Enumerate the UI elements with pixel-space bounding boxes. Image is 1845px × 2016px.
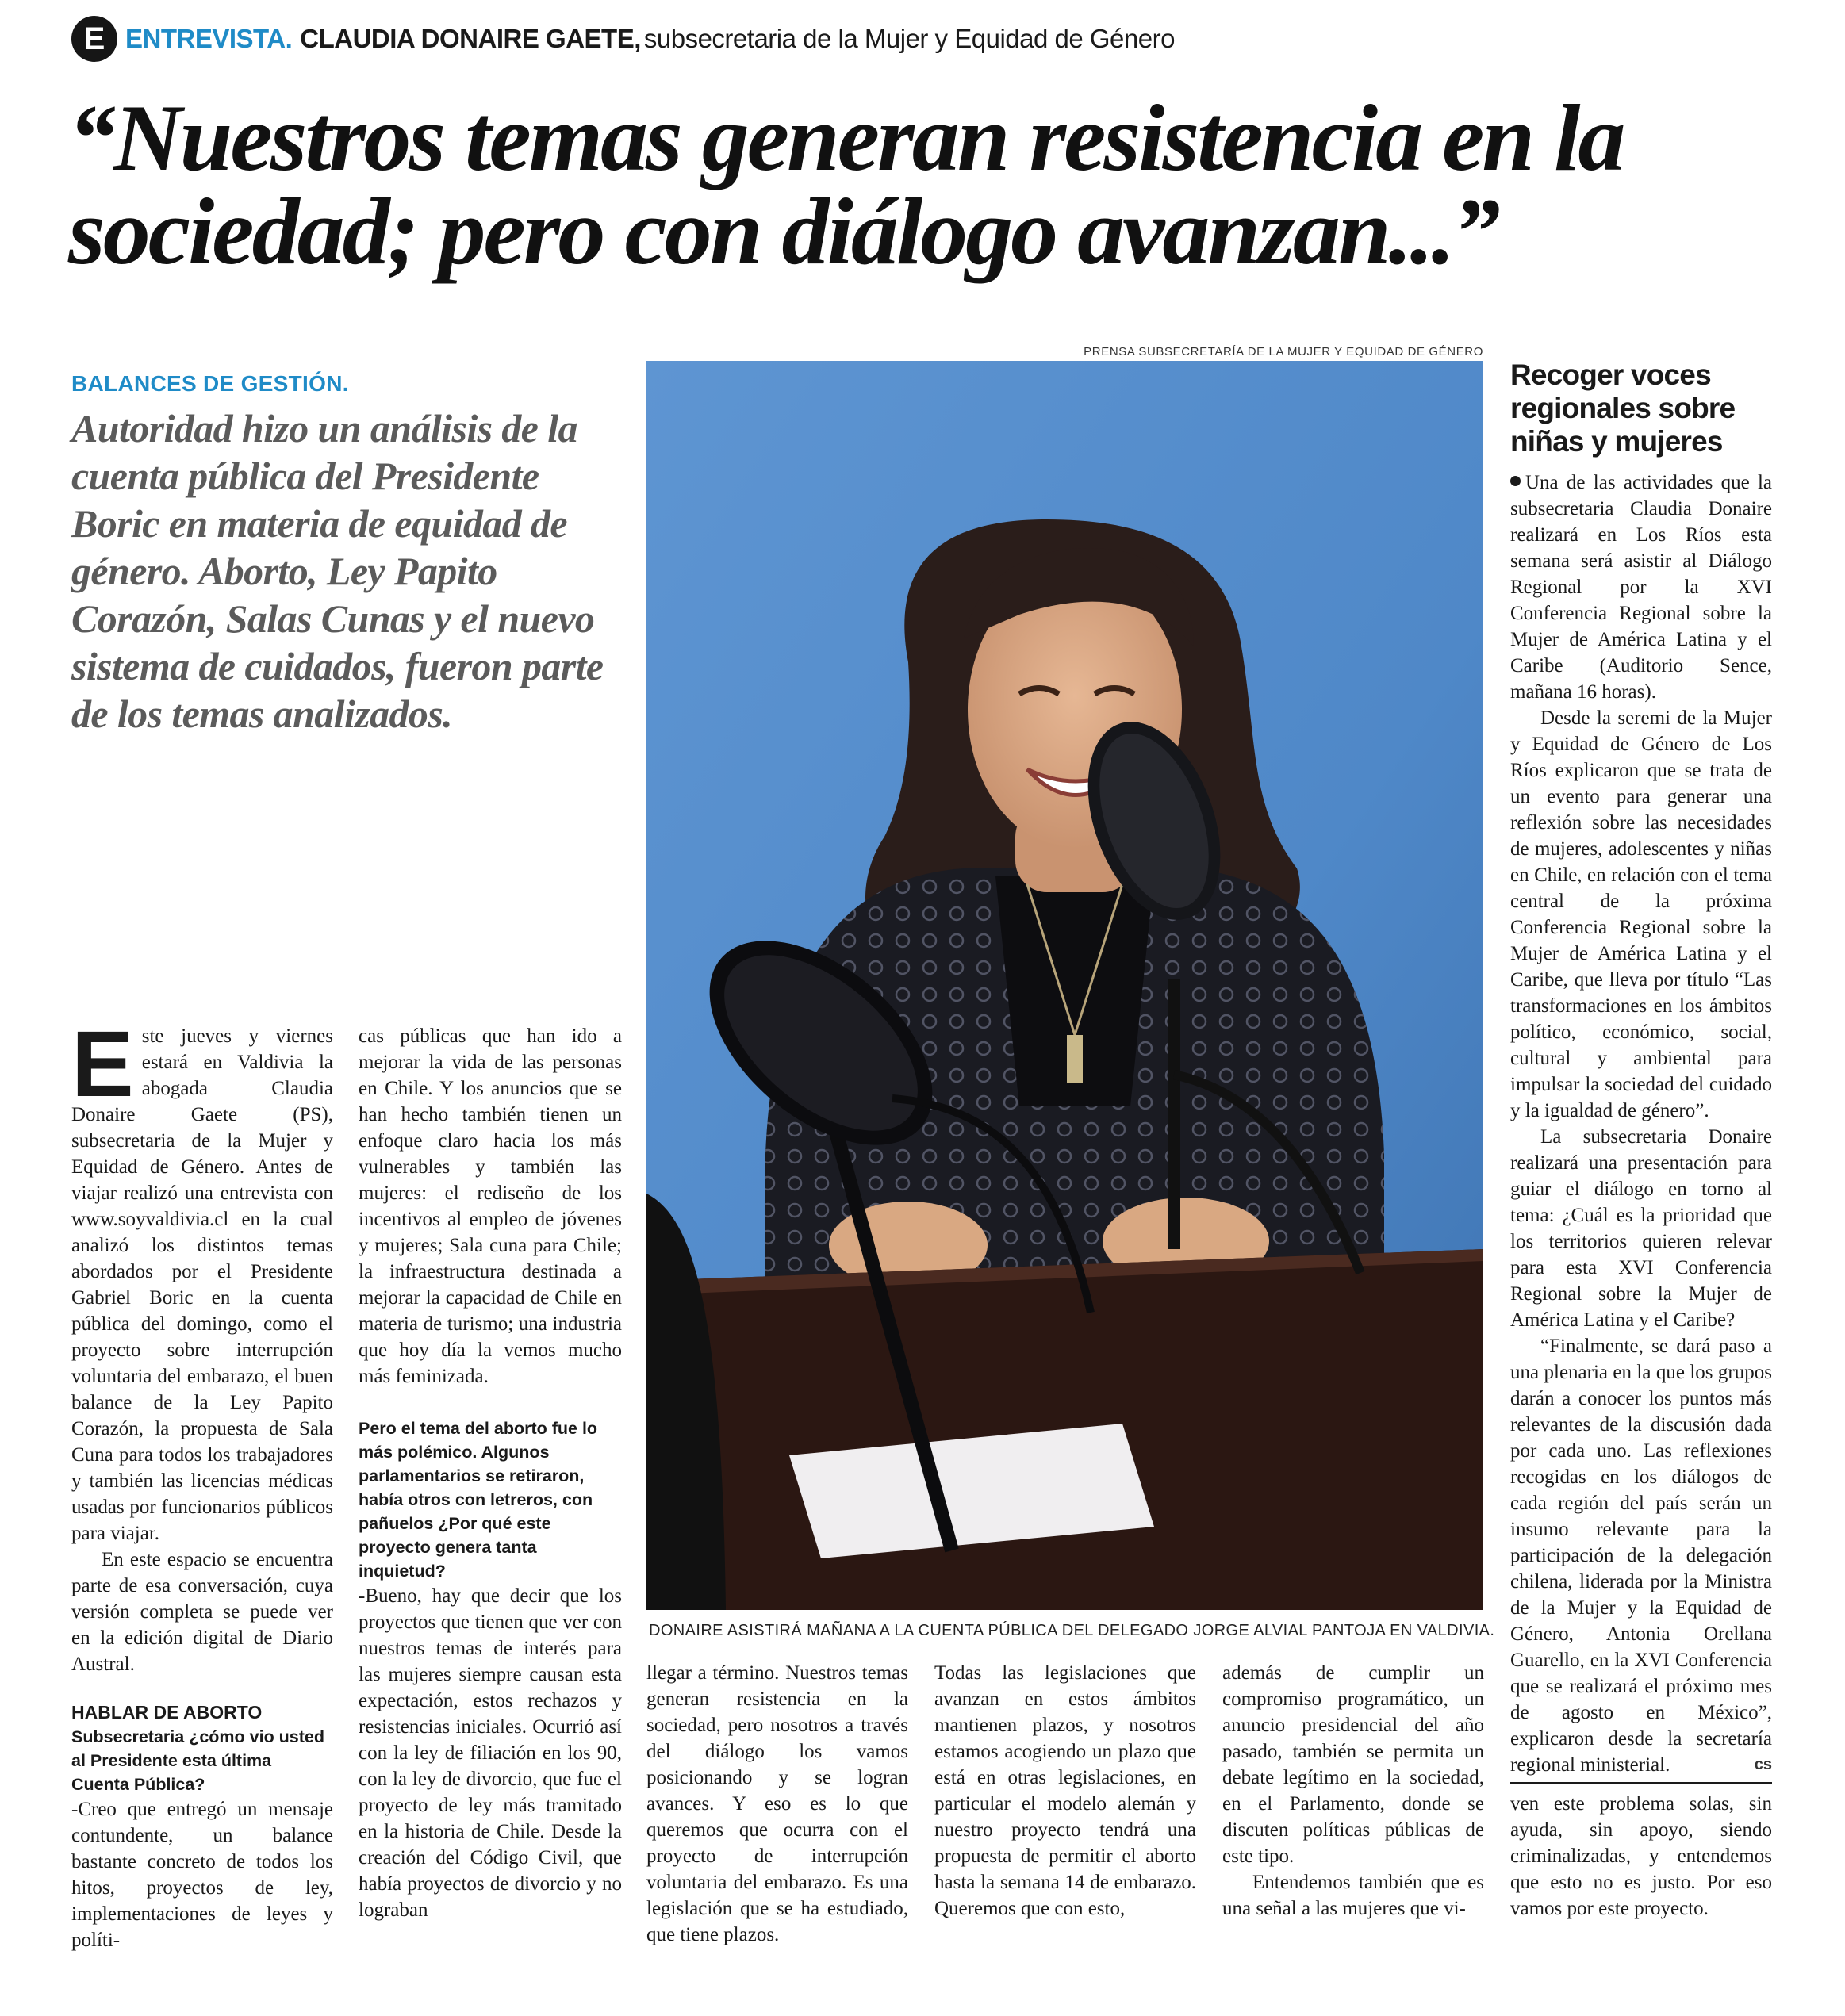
sidebar-title: Recoger voces regionales sobre niñas y mujeres <box>1510 358 1736 458</box>
interview-answer: además de cumplir un compromiso programático, un anuncio presidencial del año pasado, también se permita un debate legítimo en la sociedad, en el Parlamento, donde se discuten políticas públicas de este tipo. <box>1222 1662 1484 1867</box>
bullet-icon <box>1510 476 1521 486</box>
section-label: ENTREVISTA. <box>125 24 293 53</box>
interview-photo <box>646 361 1483 1610</box>
interview-question: Subsecretaria ¿cómo vio usted al Presidente esta última Cuenta Pública? <box>71 1727 325 1794</box>
section-kicker <box>71 14 1175 63</box>
article-column-1 <box>71 1012 333 1953</box>
intro-deck: Autoridad hizo un análisis de la cuenta pública del Presidente Boric en materia de equidad de género. Aborto, Ley Papito Corazón, Salas Cunas y el nuevo sistema de cuidados, fueron parte de los temas analizados. <box>71 406 604 736</box>
photo-credit: PRENSA SUBSECRETARÍA DE LA MUJER Y EQUIDAD DE GÉNERO <box>1084 345 1483 358</box>
portrait-illustration <box>646 361 1483 1610</box>
interview-answer: Entendemos también que es una señal a las mujeres que vi- <box>1222 1872 1484 1919</box>
interview-answer: llegar a término. Nuestros temas generan resistencia en la sociedad, pero nosotros a través del diálogo los vamos posicionando y se logran avances. Y eso es lo que queremos que ocurra con el proyecto de interrupción voluntaria del embarazo. Es una legislación que se ha estudiado, que tiene plazos. <box>646 1662 908 1945</box>
sidebar-paragraph: Desde la seremi de la Mujer y Equidad de Género de Los Ríos explicaron que se trata de un evento para generar una reflexión sobre las necesidades de mujeres, adolescentes y niñas en Chile, en relación con el tema central de la próxima Conferencia Regional sobre la Mujer de América Latina y el Caribe, que lleva por título “Las transformaciones en los ámbitos político, económico, social, cultural y ambiental para impulsar la sociedad del cuidado y la igualdad de género”. <box>1510 707 1772 1121</box>
article-column-2 <box>359 1023 622 1923</box>
interview-answer: ven este problema solas, sin ayuda, sin apoyo, siendo criminalizadas, y entendemos que esto no es justo. Por eso vamos por este proyecto. <box>1510 1793 1772 1919</box>
sidebar-paragraph: Una de las actividades que la subsecretaria Claudia Donaire realizará en Los Ríos esta semana será asistir al Diálogo Regional por la XVI Conferencia Regional sobre la Mujer de América Latina y el Caribe (Auditorio Sence, mañana 16 horas). <box>1510 472 1772 703</box>
section-badge: E <box>71 16 117 62</box>
interviewee-name: CLAUDIA DONAIRE GAETE, <box>300 24 641 53</box>
article-column-3 <box>646 1660 908 1948</box>
drop-cap: E <box>71 1012 134 1117</box>
interview-answer: cas públicas que han ido a mejorar la vida de las personas en Chile. Y los anuncios que se han hecho también tienen un enfoque claro hacia los más vulnerables y también las mujeres: el rediseño de los incentivos al empleo de jóvenes y mujeres; Sala cuna para Chile; la infraestructura destinada a mejorar la capacidad de Chile en materia de turismo; una industria que hoy día la vemos mucho más feminizada. <box>359 1025 622 1387</box>
end-mark-icon: cs <box>1754 1756 1772 1773</box>
article-column-4 <box>934 1660 1196 1922</box>
sidebar-divider <box>1510 1782 1772 1784</box>
headline: “Nuestros temas generan resistencia en la sociedad; pero con diálogo avanzan...” <box>68 85 1624 284</box>
photo-caption: DONAIRE ASISTIRÁ MAÑANA A LA CUENTA PÚBLICA DEL DELEGADO JORGE ALVIAL PANTOJA EN VALDIVIA. <box>649 1622 1495 1639</box>
interview-answer: -Creo que entregó un mensaje contundente, un balance bastante concreto de todos los hitos, proyectos de ley, implementaciones de leyes y políti- <box>71 1799 333 1951</box>
sidebar-paragraph: “Finalmente, se dará paso a una plenaria en la que los grupos darán a conocer los puntos más relevantes de la discusión dada por cada uno. Las reflexiones recogidas en los diálogos de cada región del país serán un insumo relevante para la participación de la delegación chilena, liderada por la Ministra de la Mujer y la Equidad de Género, Antonia Orellana Guarello, en la XVI Conferencia que se realizará el próximo mes de agosto en México”, explicaron desde la secretaría regional ministerial. cs <box>1510 1333 1772 1778</box>
article-subhead: HABLAR DE ABORTO <box>71 1702 263 1723</box>
article-column-6 <box>1510 1791 1772 1922</box>
article-paragraph <box>71 1012 333 1546</box>
interviewee-role: subsecretaria de la Mujer y Equidad de Género <box>643 24 1175 53</box>
interview-answer: -Bueno, hay que decir que los proyectos que tienen que ver con nuestros temas de interés para las mujeres siempre causan esta expectación, estos rechazos y resistencias iniciales. Ocurrió así con la ley de filiación en los 90, con la ley de divorcio, que fue el proyecto de ley más tramitado en la historia de Chile. Desde la creación del Código Civil, que había proyectos de divorcio y no lograban <box>359 1585 622 1921</box>
article-lead-text: ste jueves y viernes estará en Valdivia la abogada Claudia Donaire Gaete (PS), subsecretaria de la Mujer y Equidad de Género. Antes de viajar realizó una entrevista con www.soyvaldivia.cl en la cual analizó los distintos temas abordados por el Presidente Gabriel Boric en la cuenta pública del domingo, como el proyecto sobre interrupción voluntaria del embarazo, el buen balance de la Ley Papito Corazón, la propuesta de Sala Cuna para todos los trabajadores y también las licencias médicas usadas por funcionarios públicos para viajar. <box>71 1025 333 1544</box>
intro-label: BALANCES DE GESTIÓN. <box>71 371 349 396</box>
sidebar-paragraph: La subsecretaria Donaire realizará una presentación para guiar el diálogo en torno al tema: ¿Cuál es la prioridad que los territorios quieren relevar para esta XVI Conferencia Regional sobre la Mujer de América Latina y el Caribe? <box>1510 1126 1772 1331</box>
interview-answer: Todas las legislaciones que avanzan en estos ámbitos mantienen plazos, y nosotros estamos acogiendo un plazo que está en otras legislaciones, en particular el modelo alemán y nuestro proyecto tendrá una propuesta de permitir el aborto hasta la semana 14 de embarazo. Queremos que con esto, <box>934 1662 1196 1919</box>
sidebar-body <box>1510 470 1772 1778</box>
article-column-5 <box>1222 1660 1484 1922</box>
article-paragraph: En este espacio se encuentra parte de esa conversación, cuya versión completa se puede ver en la edición digital de Diario Austral. <box>71 1549 333 1675</box>
interview-question: Pero el tema del aborto fue lo más polémico. Algunos parlamentarios se retiraron, había otros con letreros, con pañuelos ¿Por qué este proyecto genera tanta inquietud? <box>359 1419 598 1581</box>
